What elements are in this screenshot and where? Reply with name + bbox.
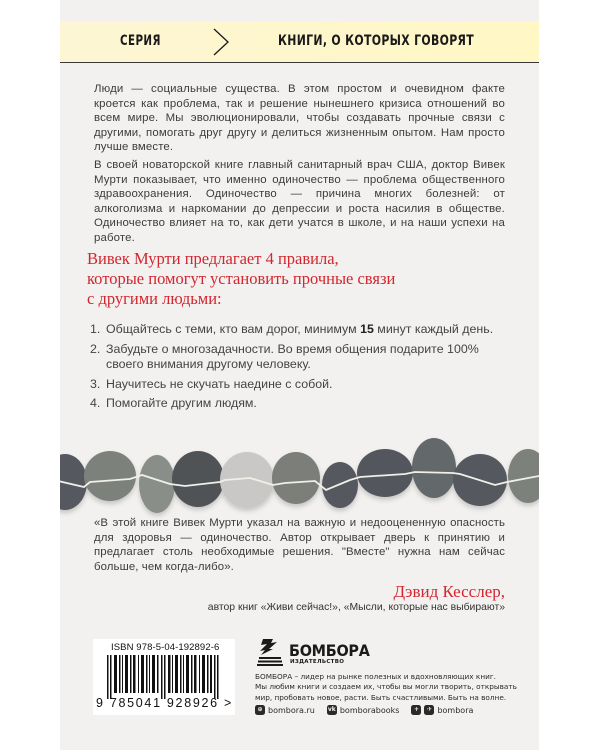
isbn-label: ISBN 978-5-04-192892-6 bbox=[111, 642, 220, 653]
desc-line: Мы любим книги и создаем их, чтобы вы могли творить, открывать bbox=[255, 682, 517, 692]
rule-number: 3. bbox=[90, 376, 101, 391]
lead-line: Вивек Мурти предлагает 4 правила, bbox=[87, 249, 339, 268]
rules-lead-heading bbox=[87, 249, 487, 309]
lead-line: с другими людьми: bbox=[87, 289, 222, 308]
publisher-name: БОМБОРА bbox=[289, 641, 370, 660]
isbn-barcode bbox=[93, 639, 235, 715]
desc-line: БОМБОРА – лидер на рынке полезных и вдохновляющих книг. bbox=[255, 672, 496, 681]
rule-text: Научитесь не скучать наедине с собой. bbox=[106, 376, 333, 391]
lead-line: которые помогут установить прочные связи bbox=[87, 269, 396, 288]
series-title: КНИГИ, О КОТОРЫХ ГОВОРЯТ bbox=[278, 33, 475, 49]
vk-icon: vk bbox=[327, 706, 336, 713]
publisher-subtitle: ИЗДАТЕЛЬСТВО bbox=[290, 659, 345, 665]
quote-text: «В этой книге Вивек Мурти указал на важную и недооцененную опасность для здоровья — одиночество. Автор открывает дверь к принятию и предлагает столь необходимые решения. "Вместе" нужна нам сейчас больше, чем когда-либо». bbox=[94, 517, 505, 573]
rules-list bbox=[90, 322, 510, 416]
social-label: bombora bbox=[437, 705, 474, 715]
rule-item bbox=[90, 396, 510, 412]
rule-number: 4. bbox=[90, 396, 101, 410]
barcode-bars bbox=[107, 655, 219, 699]
rule-item bbox=[90, 322, 510, 338]
quote-author: Дэвид Кесслер, bbox=[393, 582, 505, 601]
rule-emphasis: 15 bbox=[360, 322, 374, 336]
rule-item bbox=[90, 342, 510, 373]
publisher-socials bbox=[255, 705, 473, 715]
rule-text: Забудьте о многозадачности. Во время общения подарите 100% своего внимания другому человеку. bbox=[106, 341, 479, 371]
pebbles-image bbox=[60, 430, 539, 520]
rule-text: минут каждый день. bbox=[373, 322, 494, 336]
rule-number: 1. bbox=[90, 322, 101, 336]
chevron-right-icon bbox=[212, 27, 230, 57]
social-vk[interactable] bbox=[327, 705, 400, 715]
rule-text: Общайтесь с теми, кто вам дорог, минимум bbox=[106, 322, 361, 336]
social-label: bomborabooks bbox=[339, 705, 400, 715]
globe-icon: ⊕ bbox=[255, 705, 265, 715]
telegram-icon: ✈ bbox=[424, 705, 434, 715]
series-label: СЕРИЯ bbox=[120, 33, 161, 49]
rule-number: 2. bbox=[90, 341, 101, 356]
intro-paragraph-1: Люди — социальные существа. В этом простом и очевидном факте кроется как проблема, так и решение нынешнего кризиса отношений во всем мире. Мы эволюционировали, чтобы создавать прочные связи с другими, помогать друг другу и делиться жизненным опытом. Нам просто лучше вместе. bbox=[94, 83, 505, 154]
intro-paragraph-2: В своей новаторской книге главный санитарный врач США, доктор Вивек Мурти показывает, что именно одиночество — проблема общественного здравоохранения. Одиночество — причина многих болезней: от алкоголизма и наркомании до депрессии и роста насилия в обществе. Одиночество влияет на то, как дети учатся в школе, и на наши успехи на работе. bbox=[94, 159, 505, 244]
publisher-description bbox=[255, 672, 545, 703]
social-website[interactable] bbox=[255, 705, 315, 715]
barcode-digits: 9 785041 928926 > bbox=[96, 696, 233, 710]
quote-author-books: автор книг «Живи сейчас!», «Мысли, которые нас выбирают» bbox=[207, 602, 505, 613]
desc-line: мир, пробовать новое, расти. Быть счастливыми. Быть на волне. bbox=[255, 692, 507, 702]
rule-text: Помогайте другим людям. bbox=[106, 396, 257, 410]
series-header bbox=[60, 21, 539, 63]
social-telegram[interactable] bbox=[411, 705, 473, 715]
bombora-logo-icon bbox=[255, 637, 285, 667]
book-back-cover bbox=[60, 0, 539, 750]
social-label: bombora.ru bbox=[268, 705, 315, 715]
rule-item bbox=[90, 377, 510, 393]
plus-icon: + bbox=[411, 705, 421, 715]
